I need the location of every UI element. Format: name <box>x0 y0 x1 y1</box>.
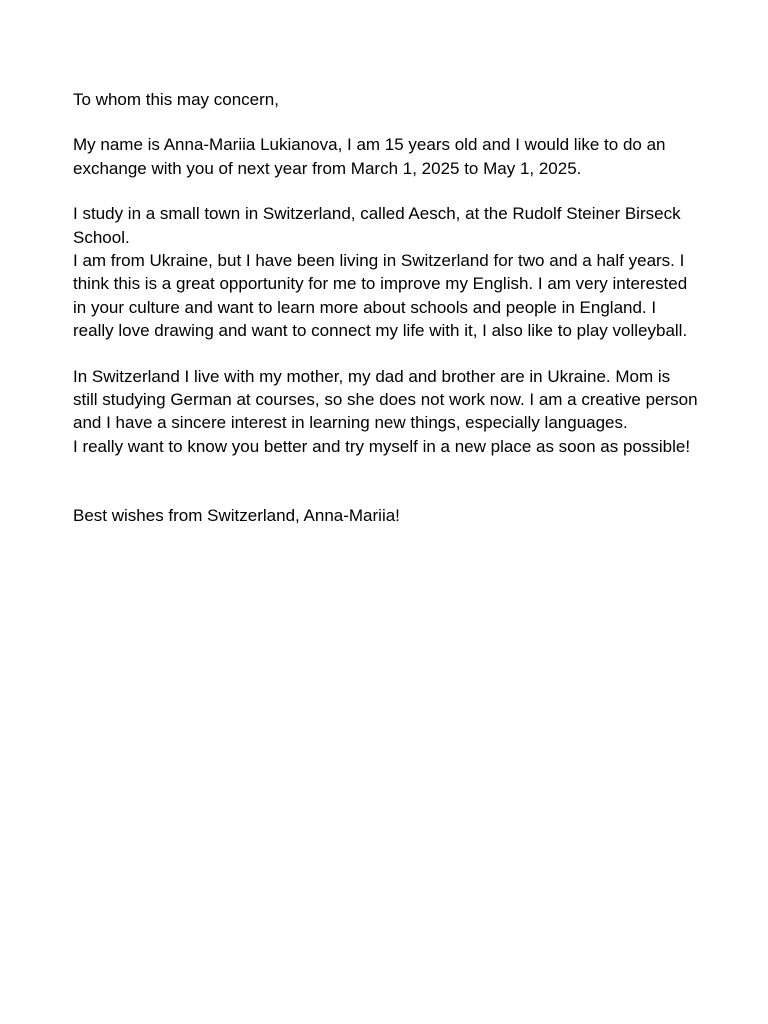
letter-family-paragraph: In Switzerland I live with my mother, my dad and brother are in Ukraine. Mom is still studying German at courses, so she does not work now. I am a creative person and I have a sincere interest in learning new things, especially languages. <box>73 366 698 433</box>
letter-study-paragraph: I study in a small town in Switzerland, called Aesch, at the Rudolf Steiner Birseck School. <box>73 204 681 247</box>
letter-origin-paragraph: I am from Ukraine, but I have been living in Switzerland for two and a half years. I think this is a great opportunity for me to improve my English. I am very interested in your culture and want to learn more about schools and people in England. I really love drawing and want to connect my life with it, I also like to play volleyball. <box>73 251 688 341</box>
letter-wish-paragraph: I really want to know you better and try myself in a new place as soon as possible! <box>73 436 691 456</box>
letter-intro-paragraph: My name is Anna-Mariia Lukianova, I am 15 years old and I would like to do an exchange with you of next year from March 1, 2025 to May 1, 2025. <box>73 135 666 178</box>
letter-body <box>73 88 698 528</box>
letter-signoff: Best wishes from Switzerland, Anna-Mariia! <box>73 506 400 526</box>
letter-greeting: To whom this may concern, <box>73 90 279 109</box>
